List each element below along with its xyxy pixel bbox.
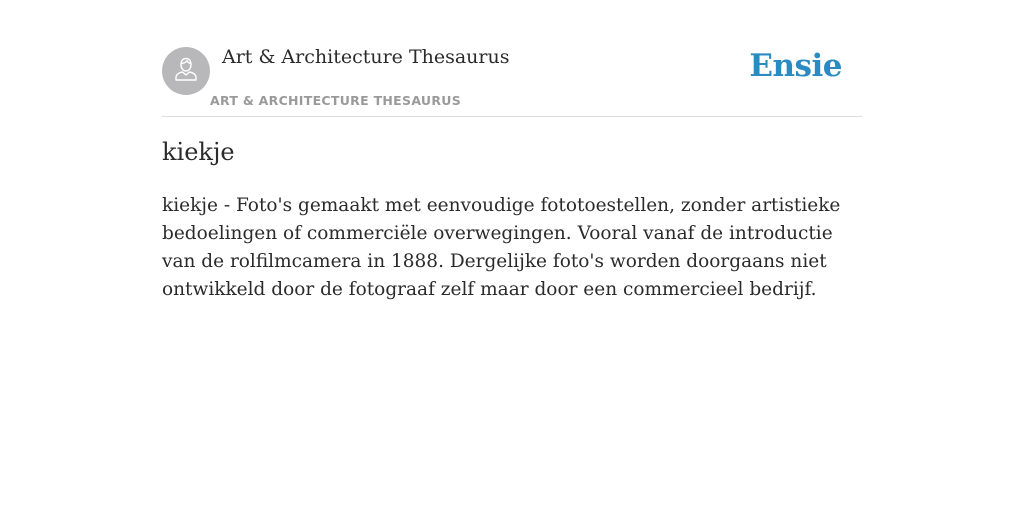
author-avatar[interactable] [162,47,210,95]
user-icon [171,54,201,88]
author-name-link[interactable]: Art & Architecture Thesaurus [222,46,510,68]
entry-title: kiekje [162,138,235,166]
source-label[interactable]: ART & ARCHITECTURE THESAURUS [210,93,462,108]
page-container [162,0,862,300]
ensie-logo[interactable]: Ensie [749,48,842,84]
entry-definition: kiekje - Foto's gemaakt met eenvoudige fototoestellen, zonder artistieke bedoelingen of commerciële overwegingen. Vooral vanaf de introductie van de rolfilmcamera in 1888. Dergelijke foto's worden doorgaans niet ontwikkeld door de fotograaf zelf maar door een commercieel bedrijf. [162,195,841,300]
entry-header [162,0,862,117]
